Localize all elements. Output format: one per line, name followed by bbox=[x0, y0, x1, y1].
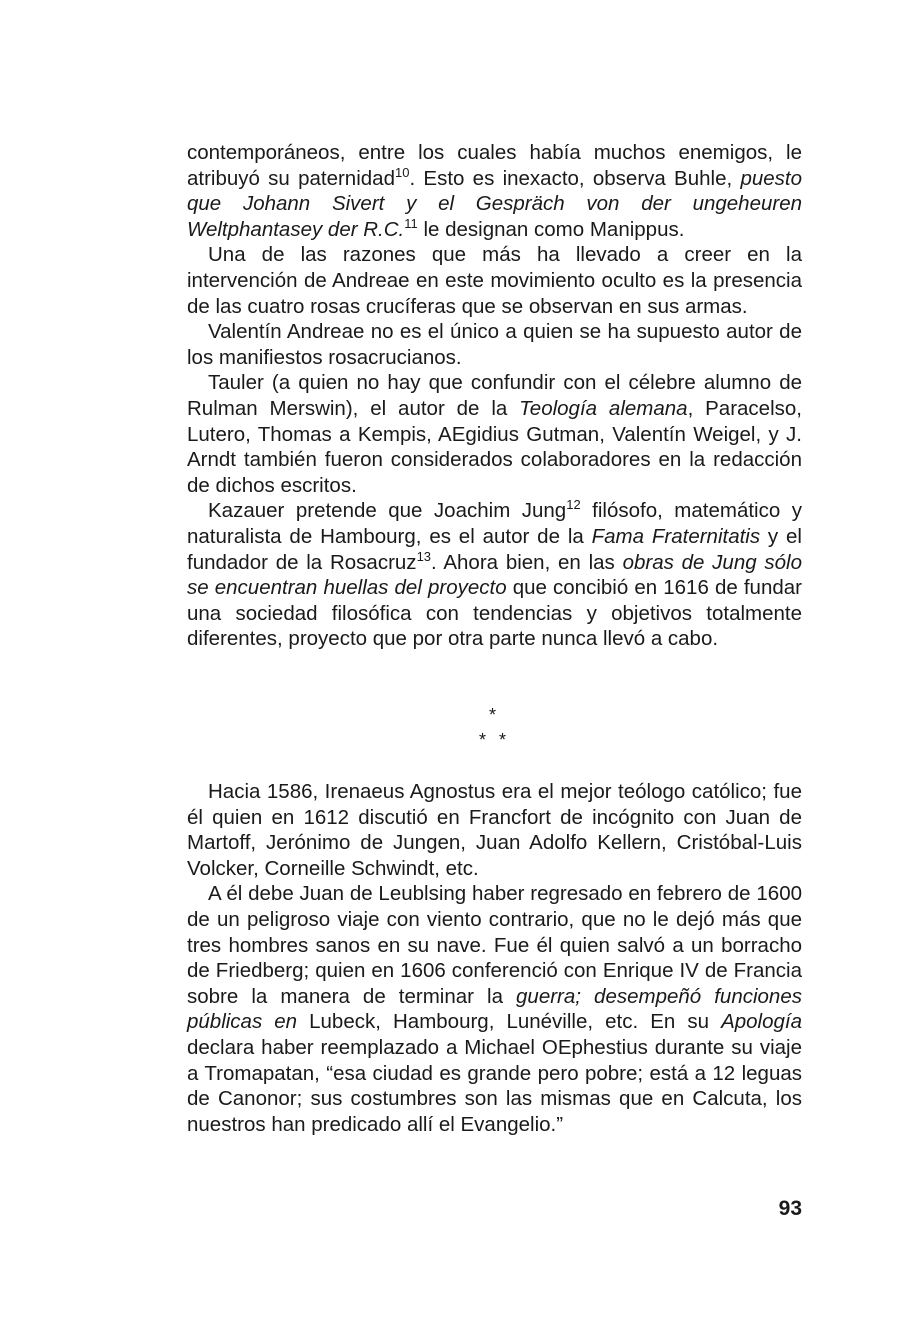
footnote-ref: 10 bbox=[394, 164, 410, 180]
text-block-upper bbox=[187, 140, 802, 652]
text-run: , Paracelso, Lutero, Thomas a Kempis, AEgidius Gutman, Valentín Weigel, y J. Arndt también fueron considerados colaboradores en la redacción de dichos escritos. bbox=[187, 396, 802, 497]
text-block-lower bbox=[187, 779, 802, 1137]
text-run: contemporáneos, entre los cuales había muchos enemigos, le atribuyó su paternidad bbox=[187, 141, 802, 190]
text-run: A él debe Juan de Leublsing haber regresado en febrero de 1600 de un peligroso viaje con viento contrario, que no le dejó más que tres hombres sanos en su nave. Fue él quien salvó a un borracho de Friedberg; quien en 1606 conferenció con Enrique IV de Francia sobre la manera de terminar la bbox=[187, 882, 802, 1008]
text-run: Tauler (a quien no hay que confundir con el célebre alumno de Rulman Merswin), el autor de la bbox=[187, 371, 802, 420]
text-run: que concibió en 1616 de fundar una sociedad filosófica con tendencias y objetivos totalmente diferentes, proyecto que por otra parte nunca llevó a cabo. bbox=[187, 576, 802, 651]
text-run: y el fundador de la Rosacruz bbox=[187, 524, 802, 574]
italic-text: puesto que Johann Sivert y el Gespräch von der ungeheuren Weltphantasey der R.C. bbox=[187, 166, 803, 241]
paragraph bbox=[187, 242, 802, 319]
text-run: Valentín Andreae no es el único a quien se ha supuesto autor de los manifiestos rosacrucianos. bbox=[187, 320, 802, 369]
text-run: declara haber reemplazado a Michael OEphestius durante su viaje a Tromapatan, “esa ciudad es grande pero pobre; está a 12 leguas de Canonor; sus costumbres son las mismas que en Calcuta, los nuestros han predicado allí el Evangelio.” bbox=[187, 1035, 802, 1136]
footnote-ref: 13 bbox=[416, 548, 432, 564]
paragraph bbox=[187, 779, 802, 881]
text-run: le designan como Manippus. bbox=[417, 217, 685, 241]
paragraph bbox=[187, 370, 802, 498]
page-number: 93 bbox=[778, 1197, 802, 1220]
paragraph bbox=[187, 498, 802, 652]
italic-text: Apología bbox=[721, 1010, 802, 1034]
text-run: Una de las razones que más ha llevado a creer en la intervención de Andreae en este movimiento oculto es la presencia de las cuatro rosas crucíferas que se observan en sus armas. bbox=[187, 243, 802, 318]
text-run: . Esto es inexacto, observa Buhle, bbox=[409, 166, 741, 190]
text-run: Kazauer pretende que Joachim Jung bbox=[208, 499, 567, 523]
text-run: filósofo, matemático y naturalista de Hambourg, es el autor de la bbox=[187, 499, 802, 548]
paragraph bbox=[187, 881, 802, 1137]
italic-text: Teología alemana bbox=[519, 396, 688, 420]
italic-text: guerra; desempeñó funciones públicas en bbox=[187, 984, 802, 1034]
footnote-ref: 11 bbox=[404, 215, 418, 231]
italic-text: Fama Fraternitatis bbox=[591, 524, 761, 548]
text-run: . Ahora bien, en las bbox=[431, 550, 623, 574]
paragraph bbox=[187, 140, 802, 242]
footnote-ref: 12 bbox=[566, 497, 581, 513]
paragraph bbox=[187, 319, 802, 370]
section-break-asterisks: * * bbox=[478, 730, 510, 750]
text-run: Hacia 1586, Irenaeus Agnostus era el mejor teólogo católico; fue él quien en 1612 discutió en Francfort de incógnito con Juan de Martoff, Jerónimo de Jungen, Juan Adolfo Kellern, Cristóbal-Luis Volcker, Corneille Schwindt, etc. bbox=[187, 780, 802, 880]
section-break-asterisk: * bbox=[488, 705, 500, 725]
italic-text: obras de Jung sólo se encuentran huellas del proyecto bbox=[187, 550, 803, 600]
text-run: Lubeck, Hambourg, Lunéville, etc. En su bbox=[297, 1010, 722, 1034]
